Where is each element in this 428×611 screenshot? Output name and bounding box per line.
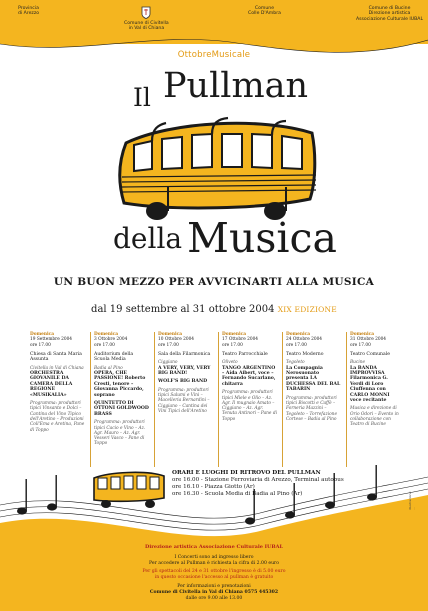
contact-phone: Comune di Civitella in Val di Chiana 0575 445302: [149, 589, 279, 595]
edition-label: XIX EDIZIONE: [277, 305, 337, 314]
date-range: dal 19 settembre al 31 ottobre 2004 XIX EDIZIONE: [91, 304, 337, 315]
column-divider: [282, 332, 283, 467]
sponsor-bucine: Comune di Bucine Direzione artistica Associazione Culturale IUBAL: [356, 6, 423, 22]
column-divider: [218, 332, 219, 467]
title-musica: Musica: [187, 214, 337, 262]
column-divider: [90, 332, 91, 467]
event-column: Domenica 17 Ottobre 2004 ore 17.00 Teatro Parrocchiale Oliveto TANGO ARGENTINO – Aída Aibert, voce – Fernando Sucarlano, chitarra Programma: produttori tipici Miele e Olio – Az. Agr. Il mugnaio Amato – Ciggiano – Az. Agr. Tenuta Antinori – Pane di Toppo: [222, 332, 277, 422]
column-divider: [346, 332, 347, 467]
event-column: Domenica 19 Settembre 2004 ore 17.00 Chiesa di Santa Maria Assunta Civitella in Val di Chiana ORCHESTRA GIOVANILE DA CAMERA DELLA REGIONE «MUSIKALIA» Programma: produttori tipici Vinsanto e Dolci – Cantina del Vino Tipico dell'Aretino – Produzioni Coll'Ema e Aretina, Pane di Toppo: [30, 332, 85, 433]
title-il: Il: [133, 83, 151, 112]
info-block: Direzione artistica Associazione Culturale IUBAL I Concerti sono ad ingresso libero Per accedere al Pullman è richiesta la cifra di 2.00 euro Per gli spettacoli del 24 e 31 ottobre l'ingresso è di 5.00 euro in questo occasione l'accesso al pullman è gratuito Per informazioni e prenotazioni Comune di Civitella in Val di Chiana 0575 445302 dalle ore 9.00 alle 13.00: [0, 545, 428, 601]
title-della: della: [113, 222, 183, 255]
sponsor-colle-ambra: Comune Colle D'Ambra: [248, 6, 281, 17]
bus-stop: ore 16.30 - Scuola Media di Badia al Pino (Ar): [172, 491, 303, 497]
event-column: Domenica 31 Ottobre 2004 ore 17.00 Teatro Comunale Bucine La BANDA IMPROVVISA Filarmonica G. Verdi di Loro Ciuffenna con CARLO MONNI voce recitante Musica e direzione di Orio Odori – Evento in collaborazione con Teatro di Bucine: [350, 332, 399, 428]
series-title: OttobreMusicale: [177, 50, 251, 60]
event-columns: [30, 332, 400, 467]
bus-schedule-heading: ORARI E LUOGHI DI RITROVO DEL PULLMAN: [172, 470, 321, 476]
event-column: Domenica 3 Ottobre 2004 ore 17.00 Auditorium della Scuola Media Badia al Pino OPERA, CHE PASSIONE! Roberto Cresti, tenore – Giovanna Piccardo, soprano QUINTETTO DI OTTONI GOLDWOOD BRASS Programma: produttori tipici Cacio e Vino – Az. Agr. Mauro – Az. Agr. Vesseri Vasco – Pane di Toppo: [94, 332, 149, 447]
event-column: Domenica 24 Ottobre 2004 ore 17.00 Teatro Moderno Tegoleto La Compagnia Nerosuonato presenta LA DUCHESSA DEL BAL TABARIN Programma: produttori tipici Biscotti e Caffè – Forneria Mazzini – Tegoleto – Torrefazione Cortese – Badia al Pino: [286, 332, 341, 422]
sponsor-civitella: Comune di Civitella in Val di Chiana: [124, 6, 169, 32]
illustration-credit: illustrazione: ...: [408, 490, 416, 510]
artistic-direction: Direzione artistica Associazione Culturale IUBAL: [145, 544, 283, 550]
small-bus-icon: [90, 468, 168, 510]
bus-illustration: [112, 113, 322, 223]
bus-stop: ore 16.10 - Piazza Giotto (Ar): [172, 484, 255, 490]
title-pullman: Pullman: [163, 66, 309, 106]
bus-stop: ore 16.00 - Stazione Ferroviaria di Arezzo, Terminal autobus: [172, 477, 344, 483]
sponsor-provincia-arezzo: Provincia di Arezzo: [18, 6, 40, 17]
column-divider: [154, 332, 155, 467]
event-column: Domenica 10 Ottobre 2004 ore 17.00 Sala della Filarmonica Ciggiano A VERY, VERY, VERY BIG BAND! WOLF'S BIG BAND Programma: produttori tipici Salumi e Vini – Macelleria Bernardini – Ciggiano – Cantina dei Vini Tipici dell'Aretino: [158, 332, 211, 414]
subtitle: UN BUON MEZZO PER AVVICINARTI ALLA MUSICA: [53, 276, 375, 288]
bus-schedule: [172, 470, 344, 498]
crest-icon: [141, 6, 151, 19]
